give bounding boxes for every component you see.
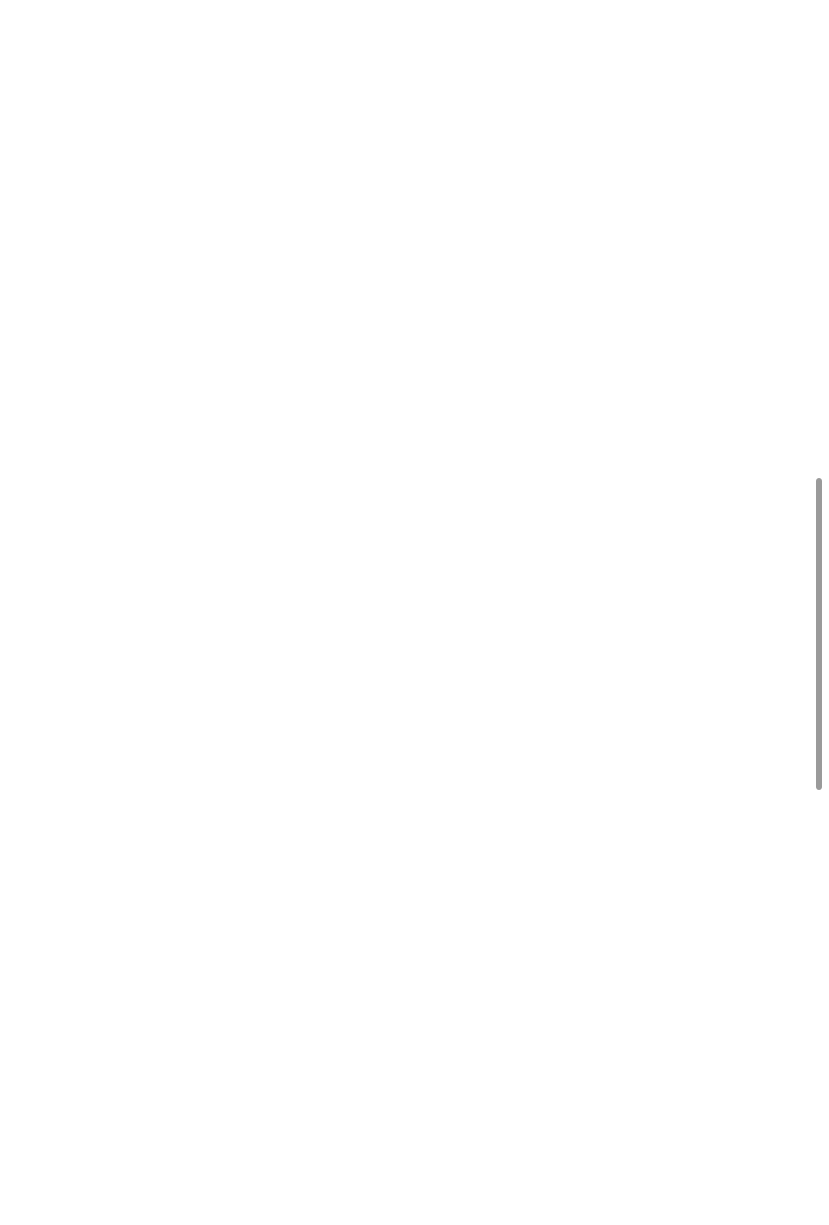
vertical-scrollbar[interactable] [816,478,822,790]
